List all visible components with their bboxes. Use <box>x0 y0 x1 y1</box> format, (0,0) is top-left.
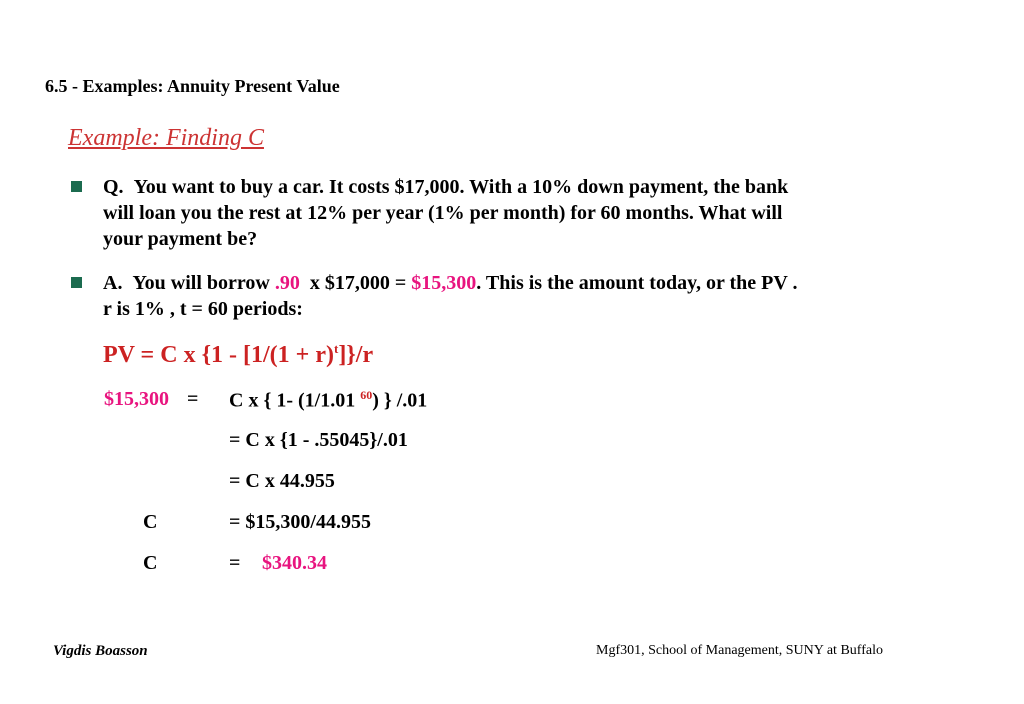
calc-step-1-pre: C x { 1- (1/1.01 <box>229 389 356 412</box>
footer-course: Mgf301, School of Management, SUNY at Buffalo <box>596 643 883 658</box>
bullet-square-icon <box>71 277 82 288</box>
question-line-3: your payment be? <box>103 228 258 250</box>
calc-result: $340.34 <box>262 552 327 574</box>
calc-step-4: = $15,300/44.955 <box>229 511 371 533</box>
question-block <box>103 174 788 252</box>
answer-text-2: x $17,000 = <box>309 272 407 294</box>
question-line-2: will loan you the rest at 12% per year (1% per month) for 60 months. What will <box>103 202 783 224</box>
calc-pv-value: $15,300 <box>104 388 169 410</box>
calc-c-label-2: C <box>143 552 158 574</box>
example-title: Example: Finding C <box>68 125 264 151</box>
borrow-amount: $15,300 <box>411 272 477 294</box>
calc-step-3: = C x 44.955 <box>229 470 335 492</box>
calc-step-1 <box>229 388 427 413</box>
answer-line-2: r is 1% , t = 60 periods: <box>103 298 303 320</box>
formula-tail: ]}/r <box>338 342 374 368</box>
answer-block <box>103 270 797 322</box>
calc-step-1-post: ) } /.01 <box>372 389 428 412</box>
calc-equals-final: = <box>229 552 241 574</box>
answer-label: A. <box>103 272 123 294</box>
question-line-1 <box>103 174 788 200</box>
answer-text-3: . This is the amount today, or the PV . <box>476 272 798 294</box>
footer-author: Vigdis Boasson <box>53 643 148 659</box>
pv-formula <box>103 341 373 369</box>
calc-step-1-exponent: 60 <box>360 388 373 402</box>
question-label: Q. <box>103 176 124 198</box>
bullet-square-icon <box>71 181 82 192</box>
calc-step-2: = C x {1 - .55045}/.01 <box>229 429 408 451</box>
calc-c-label-1: C <box>143 511 158 533</box>
formula-main: PV = C x {1 - [1/(1 + r) <box>103 342 334 368</box>
page-title: 6.5 - Examples: Annuity Present Value <box>45 76 340 96</box>
answer-text-1: You will borrow <box>132 272 270 294</box>
question-text-1: You want to buy a car. It costs $17,000. With a 10% down payment, the bank <box>133 176 789 198</box>
answer-line-1 <box>103 270 797 296</box>
rate-value: .90 <box>274 272 300 294</box>
formula-exponent: t <box>334 341 339 356</box>
calc-equals-1: = <box>187 388 199 410</box>
